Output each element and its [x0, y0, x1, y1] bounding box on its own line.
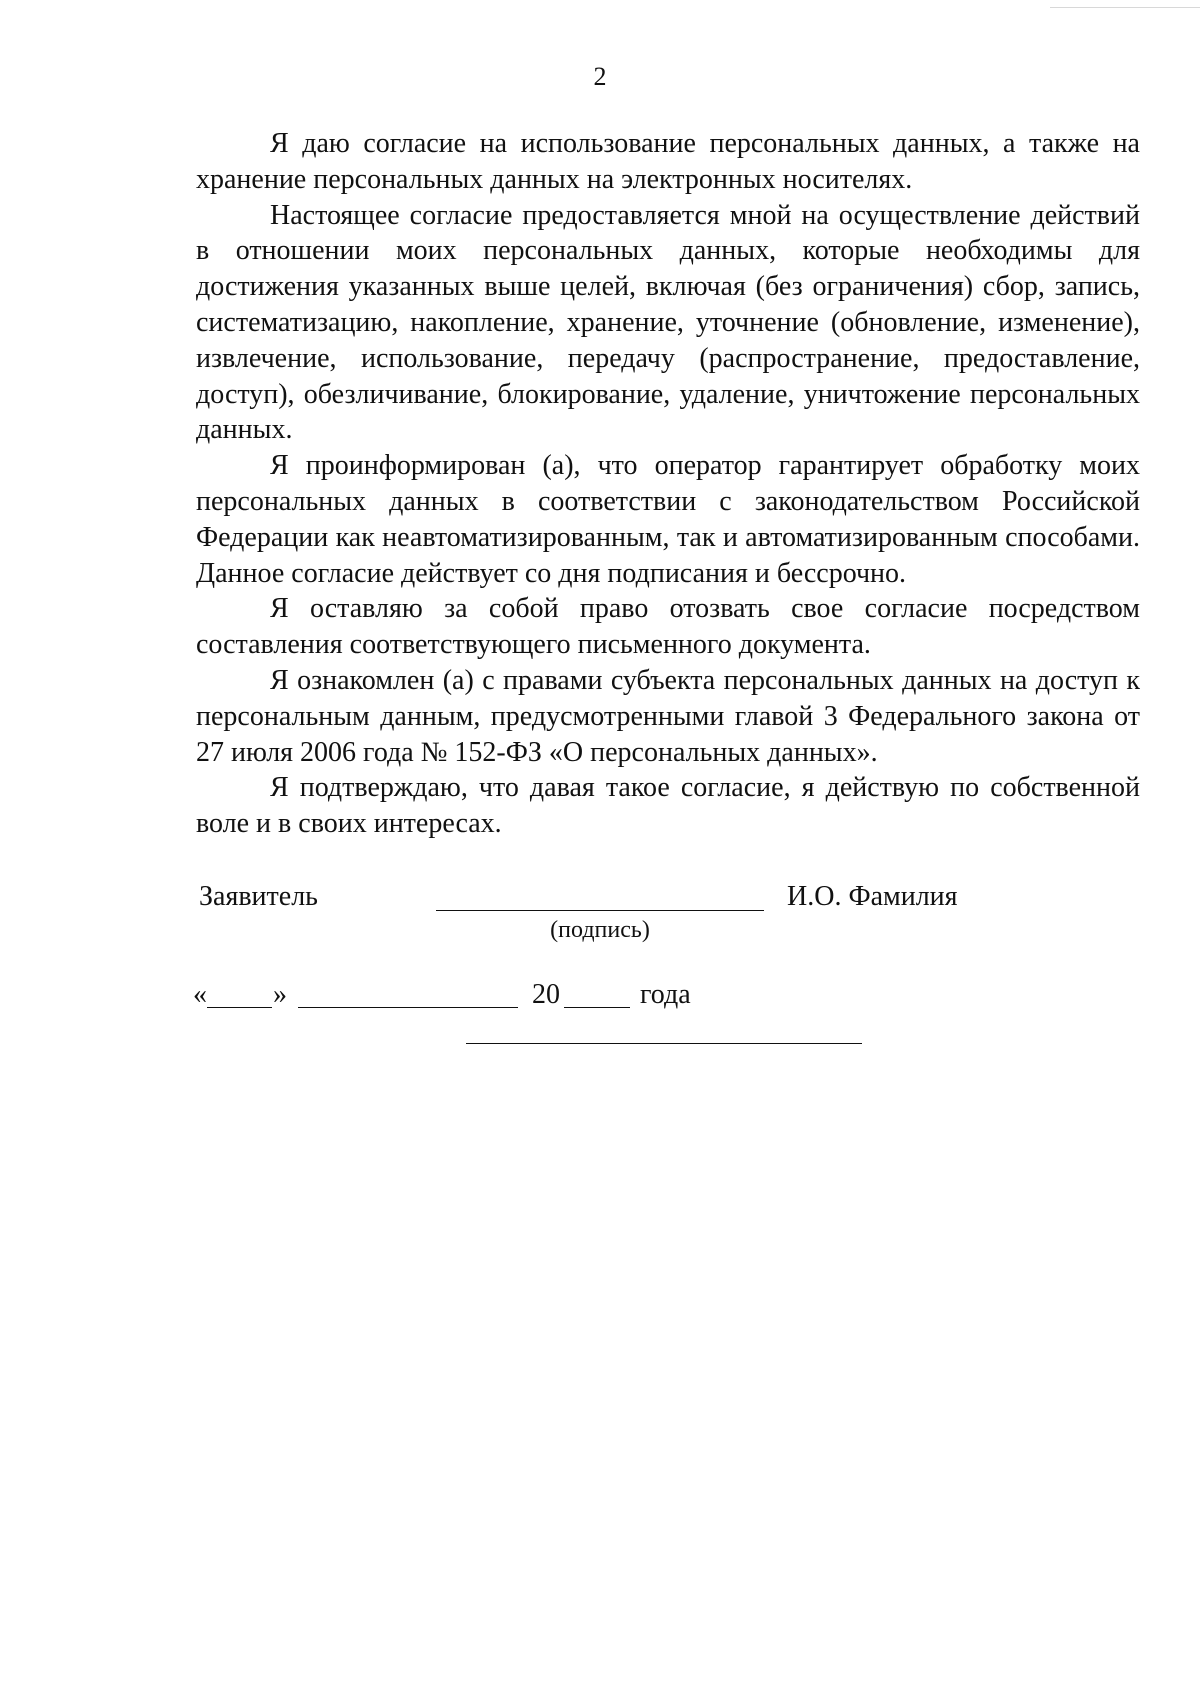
- signature-block: [0, 880, 1200, 943]
- year-blank-line: [564, 1007, 630, 1008]
- month-blank-line: [298, 1007, 518, 1008]
- signature-caption: (подпись): [550, 917, 650, 943]
- name-placeholder: И.О. Фамилия: [787, 881, 958, 912]
- scan-edge-mark: [1050, 7, 1200, 8]
- day-blank-line: [207, 1007, 272, 1008]
- date-open-quote: «: [193, 979, 207, 1010]
- signature-line: [436, 910, 764, 911]
- bottom-rule: [466, 1043, 862, 1044]
- year-prefix: 20: [532, 979, 560, 1010]
- year-suffix: года: [640, 979, 691, 1010]
- consent-body: [196, 126, 1140, 842]
- paragraph-consent-storage: Я даю согласие на использование персональных данных, а также на хранение персональных данных на электронных носителях.: [196, 128, 1140, 195]
- page-number: 2: [593, 62, 607, 91]
- paragraph-operator-guarantee: Я проинформирован (а), что оператор гарантирует обработку моих персональных данных в соответствии с законодательством Российской Федерации как неавтоматизированным, так и автоматизированным способами. Данное согласие действует со дня подписания и бессрочно.: [196, 450, 1140, 589]
- date-close-quote: »: [273, 979, 287, 1010]
- paragraph-subject-rights: Я ознакомлен (а) с правами субъекта персональных данных на доступ к персональным данным, предусмотренными главой 3 Федерального закона от 27 июля 2006 года № 152-ФЗ «О персональных данных».: [196, 664, 1140, 768]
- paragraph-free-will-confirmation: Я подтверждаю, что давая такое согласие, я действую по собственной воле и в своих интересах.: [196, 772, 1140, 840]
- date-block: [0, 978, 1200, 1018]
- paragraph-revocation-right: Я оставляю за собой право отозвать свое согласие посредством составления соответствующего письменного документа.: [196, 593, 1140, 661]
- applicant-label: Заявитель: [199, 881, 318, 912]
- paragraph-consent-actions: Настоящее согласие предоставляется мной на осуществление действий в отношении моих персональных данных, которые необходимы для достижения указанных выше целей, включая (без ограничения) сбор, запись, систематизацию, накопление, хранение, уточнение (обновление, изменение), извлечение, использование, передачу (распространение, предоставление, доступ), обезличивание, блокирование, удаление, уничтожение персональных данных.: [196, 199, 1140, 446]
